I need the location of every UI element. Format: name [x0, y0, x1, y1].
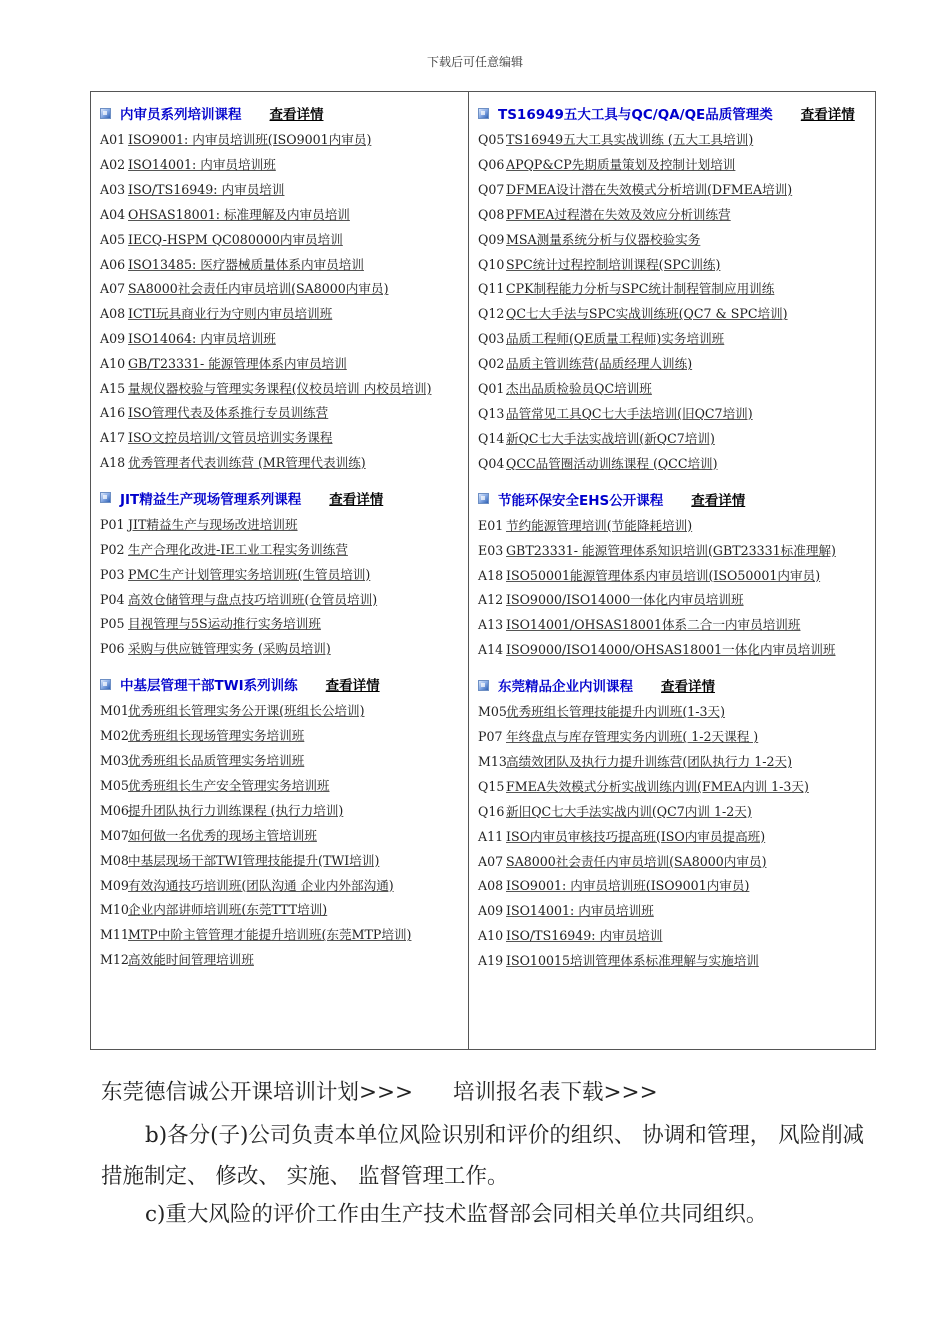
- course-code: Q02: [478, 356, 505, 372]
- course-link[interactable]: TS16949五大工具实战训练 (五大工具培训): [506, 132, 754, 147]
- course-item: [100, 849, 460, 874]
- course-item: [100, 401, 460, 426]
- course-item: [100, 563, 460, 588]
- section-title: JIT精益生产现场管理系列课程: [120, 491, 302, 508]
- course-link[interactable]: ISO/TS16949: 内审员培训: [506, 928, 663, 944]
- course-code: A05: [100, 231, 126, 247]
- course-item: [478, 775, 867, 800]
- course-link[interactable]: FMEA失效模式分析实战训练内训(FMEA内训 1-3天): [506, 778, 809, 794]
- course-catalog-table: [90, 91, 876, 1050]
- course-code: P03: [100, 566, 125, 582]
- right-column: [469, 92, 875, 1049]
- course-link[interactable]: JIT精益生产与现场改进培训班: [128, 516, 298, 532]
- section-title: 内审员系列培训课程: [120, 107, 242, 123]
- course-link[interactable]: GB/T23331- 能源管理体系内审员培训: [128, 356, 347, 372]
- course-link[interactable]: ISO/TS16949: 内审员培训: [128, 181, 285, 197]
- course-code: M09: [100, 877, 129, 893]
- course-link[interactable]: 高绩效团队及执行力提升训练营(团队执行力 1-2天): [506, 753, 792, 769]
- course-code: A14: [478, 642, 504, 658]
- course-section: [100, 486, 460, 662]
- course-item: [100, 451, 460, 476]
- course-item: [478, 564, 867, 589]
- course-code: Q15: [478, 778, 505, 794]
- course-code: Q06: [478, 156, 505, 172]
- section-header: [478, 487, 867, 511]
- course-link[interactable]: 高效能时间管理培训班: [128, 952, 254, 968]
- course-code: M11: [100, 927, 129, 943]
- course-code: P01: [100, 516, 125, 532]
- course-item: [100, 426, 460, 451]
- course-code: P05: [100, 616, 125, 632]
- course-code: P02: [100, 541, 125, 557]
- course-code: M01: [100, 703, 129, 719]
- course-link[interactable]: CPK制程能力分析与SPC统计制程管制应用训练: [506, 281, 775, 297]
- course-section: [478, 101, 867, 477]
- registration-form-link[interactable]: 培训报名表下载>>>: [453, 1080, 658, 1105]
- course-link[interactable]: 采购与供应链管理实务 (采购员培训): [128, 641, 331, 657]
- course-item: [100, 699, 460, 724]
- course-link[interactable]: 有效沟通技巧培训班(团队沟通 企业内外部沟通): [128, 877, 394, 893]
- course-code: Q11: [478, 281, 505, 297]
- course-item: [478, 427, 867, 452]
- course-link[interactable]: 品管常见工具QC七大手法培训(旧QC7培训): [506, 405, 753, 421]
- course-link[interactable]: PMC生产计划管理实务培训班(生管员培训): [128, 566, 371, 582]
- course-link[interactable]: IECQ-HSPM QC080000内审员培训: [128, 231, 343, 247]
- course-link[interactable]: ISO文控员培训/文管员培训实务课程: [128, 429, 333, 445]
- course-link[interactable]: ISO14064: 内审员培训班: [128, 331, 276, 347]
- course-code: A09: [478, 903, 504, 919]
- course-item: [100, 302, 460, 327]
- course-item: [478, 700, 867, 725]
- course-code: A16: [100, 405, 126, 421]
- course-item: [100, 923, 460, 948]
- course-code: P07: [478, 729, 503, 745]
- course-link[interactable]: 优秀班组长管理实务公开课(班组长公培训): [128, 703, 365, 719]
- course-code: Q09: [478, 231, 505, 247]
- course-item: [100, 538, 460, 563]
- course-item: [100, 253, 460, 278]
- course-link[interactable]: ISO9001: 内审员培训班(ISO9001内审员): [506, 878, 750, 894]
- public-course-plan-link[interactable]: 东莞德信诚公开课培训计划>>>: [101, 1080, 414, 1105]
- course-item: [100, 749, 460, 774]
- course-code: A19: [478, 953, 504, 969]
- view-details-link[interactable]: 查看详情: [800, 107, 855, 123]
- course-code: M12: [100, 952, 129, 968]
- course-link[interactable]: ISO14001: 内审员培训班: [506, 903, 654, 919]
- course-code: A09: [100, 331, 126, 347]
- course-link[interactable]: GBT23331- 能源管理体系知识培训(GBT23331标准理解): [506, 542, 836, 558]
- course-code: A02: [100, 156, 126, 172]
- course-code: Q16: [478, 803, 505, 819]
- course-item: [100, 513, 460, 538]
- course-item: [100, 948, 460, 973]
- course-code: M13: [478, 753, 507, 769]
- section-title: 中基层管理干部TWI系列训练: [120, 678, 298, 695]
- course-link[interactable]: SPC统计过程控制培训课程(SPC训练): [506, 256, 721, 272]
- course-link[interactable]: MTP中阶主管管理才能提升培训班(东莞MTP培训): [128, 927, 412, 943]
- paragraph-c: c)重大风险的评价工作由生产技术监督部会同相关单位共同组织。: [145, 1202, 768, 1227]
- section-bullet-icon: [478, 108, 489, 119]
- course-item: [478, 924, 867, 949]
- course-link[interactable]: 杰出品质检验员QC培训班: [506, 381, 652, 397]
- course-item: [100, 874, 460, 899]
- course-item: [478, 539, 867, 564]
- course-link[interactable]: 量规仪器校验与管理实务课程(仪校员培训 内校员培训): [128, 381, 432, 397]
- course-link[interactable]: ISO13485: 医疗器械质量体系内审员培训: [128, 256, 364, 272]
- course-link[interactable]: 节约能源管理培训(节能降耗培训): [506, 517, 693, 533]
- course-link[interactable]: 品质主管训练营(品质经理人训练): [506, 356, 693, 372]
- course-code: P04: [100, 591, 125, 607]
- course-code: P06: [100, 641, 125, 657]
- section-title: 节能环保安全EHS公开课程: [498, 492, 664, 509]
- section-header: [100, 101, 460, 125]
- course-link[interactable]: 优秀班组长管理技能提升内训班(1-3天): [506, 704, 726, 720]
- course-link[interactable]: 优秀管理者代表训练营 (MR管理代表训练): [128, 454, 366, 470]
- course-link[interactable]: ICTI玩具商业行为守则内审员培训班: [128, 306, 333, 322]
- course-link[interactable]: 提升团队执行力训练课程 (执行力培训): [128, 802, 344, 818]
- course-item: [478, 800, 867, 825]
- course-item: [478, 725, 867, 750]
- section-header: [100, 486, 460, 510]
- paragraph-b: b)各分(子)公司负责本单位风险识别和评价的组织、 协调和管理， 风险削减措施制定、 修改、 实施、 监督管理工作。: [101, 1123, 865, 1189]
- course-code: A13: [478, 617, 504, 633]
- section-bullet-icon: [100, 679, 111, 690]
- course-item: [478, 613, 867, 638]
- course-link[interactable]: 新旧QC七大手法实战内训(QC7内训 1-2天): [506, 803, 752, 819]
- course-item: [478, 377, 867, 402]
- course-code: A01: [100, 132, 126, 147]
- course-code: M08: [100, 852, 129, 868]
- course-code: A07: [100, 281, 126, 297]
- course-link[interactable]: 优秀班组长生产安全管理实务培训班: [128, 777, 330, 793]
- course-link[interactable]: ISO管理代表及体系推行专员训练营: [128, 405, 329, 421]
- course-code: Q04: [478, 455, 505, 471]
- course-item: [478, 352, 867, 377]
- course-code: Q07: [478, 181, 505, 197]
- course-link[interactable]: QC七大手法与SPC实战训练班(QC7 & SPC培训): [506, 306, 788, 322]
- course-code: M10: [100, 902, 129, 918]
- course-link[interactable]: 优秀班组长现场管理实务培训班: [128, 728, 305, 744]
- course-item: [100, 203, 460, 228]
- course-code: E03: [478, 542, 504, 558]
- course-code: A11: [478, 828, 504, 844]
- course-code: A12: [478, 592, 504, 608]
- course-code: Q14: [478, 430, 505, 446]
- course-item: [478, 203, 867, 228]
- course-code: M07: [100, 827, 129, 843]
- course-code: A08: [100, 306, 126, 322]
- course-item: [100, 228, 460, 253]
- course-link[interactable]: ISO50001能源管理体系内审员培训(ISO50001内审员): [506, 567, 821, 583]
- course-item: [100, 824, 460, 849]
- course-link[interactable]: SA8000社会责任内审员培训(SA8000内审员): [128, 281, 389, 297]
- course-code: A03: [100, 181, 126, 197]
- course-item: [100, 588, 460, 613]
- course-link[interactable]: ISO9000/ISO14000/OHSAS18001一体化内审员培训班: [506, 642, 836, 658]
- course-code: A07: [478, 853, 504, 869]
- course-item: [478, 253, 867, 278]
- course-link[interactable]: ISO14001: 内审员培训班: [128, 156, 276, 172]
- course-code: M02: [100, 728, 129, 744]
- course-section: [100, 101, 460, 476]
- course-item: [478, 588, 867, 613]
- course-code: A18: [478, 567, 504, 583]
- course-item: [100, 799, 460, 824]
- course-item: [478, 153, 867, 178]
- course-link[interactable]: DFMEA设计潜在失效模式分析培训(DFMEA培训): [506, 181, 793, 197]
- course-item: [100, 774, 460, 799]
- course-code: Q05: [478, 132, 505, 147]
- course-code: M05: [100, 777, 129, 793]
- left-column: [91, 92, 469, 1049]
- course-link[interactable]: 年终盘点与库存管理实务内训班( 1-2天课程 ): [506, 729, 759, 745]
- course-item: [478, 750, 867, 775]
- course-link[interactable]: ISO9000/ISO14000一体化内审员培训班: [506, 592, 744, 608]
- course-item: [478, 874, 867, 899]
- course-code: M05: [478, 704, 507, 720]
- course-code: Q13: [478, 405, 505, 421]
- section-header: [478, 673, 867, 697]
- course-item: [478, 850, 867, 875]
- view-details-link[interactable]: 查看详情: [325, 678, 380, 695]
- course-link[interactable]: QCC品管圈活动训练课程 (QCC培训): [506, 455, 718, 471]
- footer-links: [101, 1075, 871, 1106]
- course-item: [478, 228, 867, 253]
- course-item: [478, 452, 867, 477]
- view-details-link[interactable]: 查看详情: [329, 491, 384, 508]
- course-link[interactable]: ISO10015培训管理体系标准理解与实施培训: [506, 953, 759, 969]
- header-note: 下载后可任意编辑: [426, 55, 523, 69]
- course-link[interactable]: ISO内审员审核技巧提高班(ISO内审员提高班): [506, 828, 766, 844]
- course-code: A10: [100, 356, 126, 372]
- course-code: A08: [478, 878, 504, 894]
- view-details-link[interactable]: 查看详情: [691, 492, 746, 509]
- course-item: [100, 352, 460, 377]
- section-header: [100, 672, 460, 696]
- course-item: [100, 898, 460, 923]
- course-item: [478, 825, 867, 850]
- section-bullet-icon: [478, 493, 489, 504]
- course-section: [478, 487, 867, 663]
- course-item: [100, 178, 460, 203]
- course-link[interactable]: ISO9001: 内审员培训班(ISO9001内审员): [128, 132, 372, 147]
- course-link[interactable]: 高效仓储管理与盘点技巧培训班(仓管员培训): [128, 591, 378, 607]
- course-link[interactable]: OHSAS18001: 标准理解及内审员培训: [128, 206, 350, 222]
- course-item: [478, 178, 867, 203]
- course-item: [478, 402, 867, 427]
- course-code: Q08: [478, 206, 505, 222]
- section-title: TS16949五大工具与QC/QA/QE品质管理类: [498, 107, 773, 123]
- course-code: A04: [100, 206, 126, 222]
- course-link[interactable]: ISO14001/OHSAS18001体系二合一内审员培训班: [506, 617, 801, 633]
- course-link[interactable]: 目视管理与5S运动推行实务培训班: [128, 616, 321, 632]
- section-title: 东莞精品企业内训课程: [498, 679, 633, 696]
- course-item: [478, 638, 867, 663]
- course-code: Q03: [478, 331, 505, 347]
- course-code: A06: [100, 256, 126, 272]
- course-item: [100, 327, 460, 352]
- course-link[interactable]: 中基层现场干部TWI管理技能提升(TWI培训): [128, 852, 380, 868]
- view-details-link[interactable]: 查看详情: [661, 679, 715, 696]
- section-header: [478, 101, 867, 125]
- course-item: [100, 612, 460, 637]
- course-code: M03: [100, 753, 129, 769]
- course-section: [478, 673, 867, 974]
- course-item: [478, 327, 867, 352]
- section-bullet-icon: [478, 680, 489, 691]
- course-item: [478, 302, 867, 327]
- course-code: A15: [100, 381, 126, 397]
- course-code: Q12: [478, 306, 505, 322]
- course-code: M06: [100, 802, 129, 818]
- course-item: [100, 724, 460, 749]
- course-item: [478, 949, 867, 974]
- course-item: [478, 514, 867, 539]
- course-code: A18: [100, 454, 126, 470]
- course-code: E01: [478, 517, 504, 533]
- section-bullet-icon: [100, 108, 111, 119]
- course-link[interactable]: 新QC七大手法实战培训(新QC7培训): [506, 430, 715, 446]
- course-link[interactable]: APQP&CP先期质量策划及控制计划培训: [506, 156, 736, 172]
- course-link[interactable]: 如何做一名优秀的现场主管培训班: [128, 827, 317, 843]
- course-item: [100, 277, 460, 302]
- course-code: A10: [478, 928, 504, 944]
- view-details-link[interactable]: 查看详情: [269, 107, 324, 123]
- course-code: Q01: [478, 381, 505, 397]
- course-code: A17: [100, 429, 126, 445]
- course-item: [100, 377, 460, 401]
- course-link[interactable]: 企业内部讲师培训班(东莞TTT培训): [128, 902, 328, 918]
- course-item: [100, 637, 460, 662]
- course-link[interactable]: 优秀班组长品质管理实务培训班: [128, 753, 305, 769]
- course-item: [478, 277, 867, 302]
- course-item: [100, 128, 460, 153]
- section-bullet-icon: [100, 492, 111, 503]
- course-link[interactable]: SA8000社会责任内审员培训(SA8000内审员): [506, 853, 767, 869]
- course-link[interactable]: MSA测量系统分析与仪器校验实务: [506, 231, 701, 247]
- course-link[interactable]: 生产合理化改进-IE工业工程实务训练营: [128, 541, 348, 557]
- course-section: [100, 672, 460, 973]
- course-link[interactable]: PFMEA过程潜在失效及效应分析训练营: [506, 206, 731, 222]
- course-item: [478, 899, 867, 924]
- course-link[interactable]: 品质工程师(QE质量工程师)实务培训班: [506, 331, 725, 347]
- course-item: [100, 153, 460, 178]
- course-item: [478, 128, 867, 153]
- course-code: Q10: [478, 256, 505, 272]
